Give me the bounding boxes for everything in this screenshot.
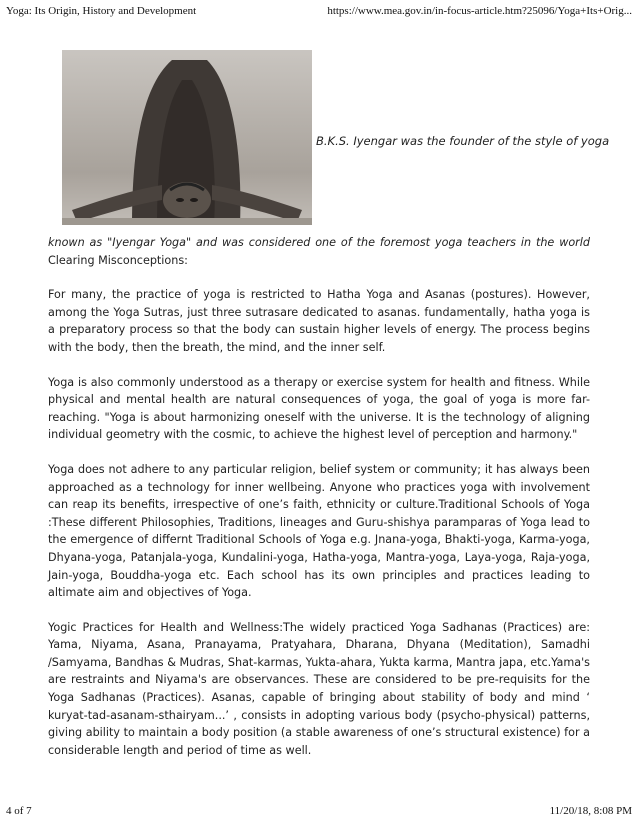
article-body [48,234,590,776]
paragraph-2: Yoga is also commonly understood as a therapy or exercise system for health and fitness. While physical and mental health are natural consequences of yoga, the goal of yoga is more far-reaching. "Yoga is about harmonizing oneself with the universe. It is the technology of aligning individual geometry with the cosmic, to achieve the highest level of perception and harmony." [48,375,590,442]
yoga-pose-photo [62,50,312,225]
page-header-url[interactable]: https://www.mea.gov.in/in-focus-article.htm?25096/Yoga+Its+Orig... [327,5,632,17]
print-datetime: 11/20/18, 8:08 PM [549,805,632,817]
paragraph-4: Yogic Practices for Health and Wellness:The widely practiced Yoga Sadhanas (Practices) are: Yama, Niyama, Asana, Pranayama, Pratyahara, Dharana, Dhyana (Meditation), Samadhi /Samyama, Bandhas & Mudras, Shat-karmas, Yukta-ahara, Yukta karma, Mantra japa, etc.Yama's are restraints and Niyama's are observances. These are considered to be pre-requisits for the Yoga Sadhanas (Practices). Asanas, capable of bringing about stability of body and mind ‘ kuryat-tad-asanam-sthairyam...’ , consists in adopting various body (psycho-physical) patterns, giving ability to maintain a body position (a stable awareness of one’s structural existence) for a considerable length and period of time as well. [48,620,590,757]
section-heading: Clearing Misconceptions: [48,253,188,267]
page-number: 4 of 7 [6,805,32,817]
caption-and-heading [48,234,590,269]
photo-caption-line2: known as "Iyengar Yoga" and was considered one of the foremost yoga teachers in the world [48,236,590,249]
paragraph-3: Yoga does not adhere to any particular religion, belief system or community; it has always been approached as a technology for inner wellbeing. Anyone who practices yoga with involvement can reap its benefits, irrespective of one’s faith, ethnicity or culture.Traditional Schools of Yoga :These different Philosophies, Traditions, lineages and Guru-shishya paramparas of Yoga lead to the emergence of differnt Traditional Schools of Yoga e.g. Jnana-yoga, Bhakti-yoga, Karma-yoga, Dhyana-yoga, Patanjala-yoga, Kundalini-yoga, Hatha-yoga, Mantra-yoga, Laya-yoga, Raja-yoga, Jain-yoga, Bouddha-yoga etc. Each school has its own principles and practices leading to altimate aim and objectives of Yoga. [48,462,590,600]
photo-caption-line1: B.K.S. Iyengar was the founder of the style of yoga [316,134,610,148]
paragraph-1: For many, the practice of yoga is restricted to Hatha Yoga and Asanas (postures). However, among the Yoga Sutras, just three sutrasare dedicated to asanas. fundamentally, hatha yoga is a preparatory process so that the body can sustain higher levels of energy. The process begins with the body, then the breath, the mind, and the inner self. [48,288,590,354]
page-header-title: Yoga: Its Origin, History and Development [6,5,197,17]
